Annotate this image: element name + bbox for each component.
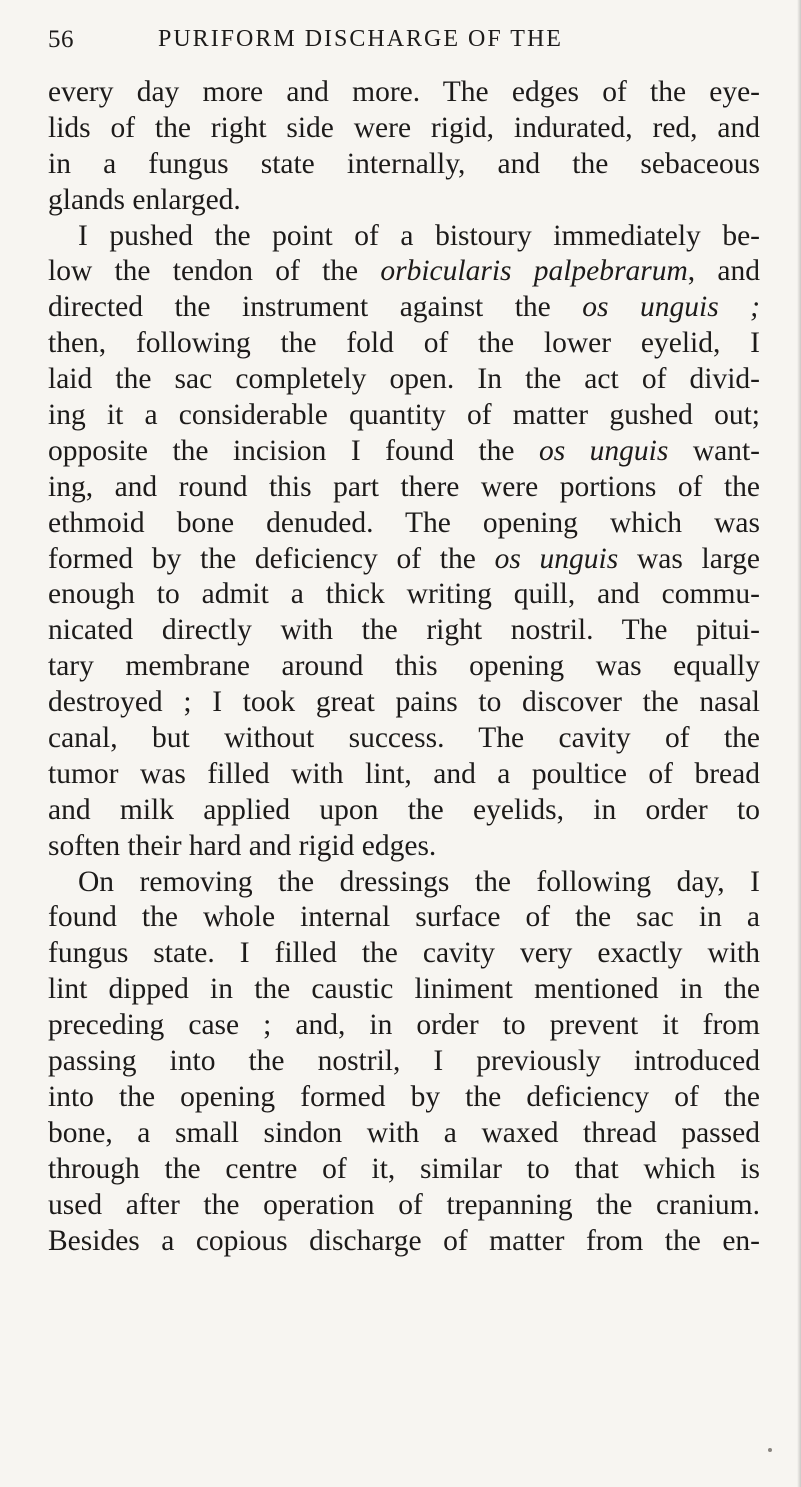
italic-term: os unguis bbox=[494, 542, 619, 575]
text-line-18: destroyed ; I took great pains to discover the nasal bbox=[48, 686, 760, 719]
italic-term: os unguis ; bbox=[582, 291, 760, 324]
text-line-22: soften their hard and rigid edges. bbox=[48, 829, 437, 862]
running-head: PURIFORM DISCHARGE OF THE bbox=[158, 26, 563, 52]
text-line-11: opposite the incision I found the os unguis want- bbox=[48, 434, 760, 467]
text-line-9: laid the sac completely open. In the act of divid- bbox=[48, 363, 760, 396]
text-line-31: through the centre of it, similar to that which is bbox=[48, 1152, 760, 1185]
text-line-19: canal, but without success. The cavity of the bbox=[48, 722, 760, 755]
text-line-25: fungus state. I filled the cavity very exactly with bbox=[48, 937, 760, 970]
text-line-26: lint dipped in the caustic liniment mentioned in the bbox=[48, 973, 760, 1006]
text-line-13: ethmoid bone denuded. The opening which was bbox=[48, 506, 760, 539]
text-line-7: directed the instrument against the os unguis ; bbox=[48, 291, 760, 324]
body-text bbox=[48, 75, 760, 1259]
text-line-3: in a fungus state internally, and the sebaceous bbox=[48, 147, 760, 180]
text-line-4: glands enlarged. bbox=[48, 183, 241, 216]
italic-term: orbicularis palpebrarum bbox=[380, 255, 688, 288]
text-line-5: I pushed the point of a bistoury immediately be- bbox=[78, 219, 760, 252]
text-line-16: nicated directly with the right nostril. The pitui- bbox=[48, 614, 760, 647]
text-line-27: preceding case ; and, in order to prevent it from bbox=[48, 1009, 760, 1042]
text-line-6: low the tendon of the orbicularis palpebrarum, and bbox=[48, 255, 760, 288]
text-line-21: and milk applied upon the eyelids, in order to bbox=[48, 793, 760, 826]
text-line-30: bone, a small sindon with a waxed thread passed bbox=[48, 1116, 760, 1149]
page-header bbox=[48, 26, 758, 66]
text-line-20: tumor was filled with lint, and a poultice of bread bbox=[48, 757, 760, 790]
text-line-33: Besides a copious discharge of matter from the en- bbox=[48, 1224, 760, 1257]
text-line-32: used after the operation of trepanning the cranium. bbox=[48, 1188, 760, 1221]
text-line-24: found the whole internal surface of the sac in a bbox=[48, 901, 760, 934]
text-line-29: into the opening formed by the deficiency of the bbox=[48, 1080, 760, 1113]
page-edge-shadow bbox=[797, 0, 801, 1487]
text-line-12: ing, and round this part there were portions of the bbox=[48, 470, 760, 503]
paper-speck bbox=[768, 1448, 772, 1452]
text-line-23: On removing the dressings the following day, I bbox=[78, 865, 760, 898]
text-line-15: enough to admit a thick writing quill, and commu- bbox=[48, 578, 760, 611]
italic-term: os unguis bbox=[538, 434, 669, 467]
page-number: 56 bbox=[48, 26, 74, 53]
text-line-8: then, following the fold of the lower eyelid, I bbox=[48, 327, 760, 360]
text-line-2: lids of the right side were rigid, indurated, red, and bbox=[48, 111, 760, 144]
text-line-1: every day more and more. The edges of the eye- bbox=[48, 76, 760, 108]
text-line-14: formed by the deficiency of the os unguis was large bbox=[48, 542, 760, 575]
text-line-28: passing into the nostril, I previously introduced bbox=[48, 1045, 760, 1078]
text-line-10: ing it a considerable quantity of matter gushed out; bbox=[48, 399, 760, 432]
text-line-17: tary membrane around this opening was equally bbox=[48, 650, 760, 683]
